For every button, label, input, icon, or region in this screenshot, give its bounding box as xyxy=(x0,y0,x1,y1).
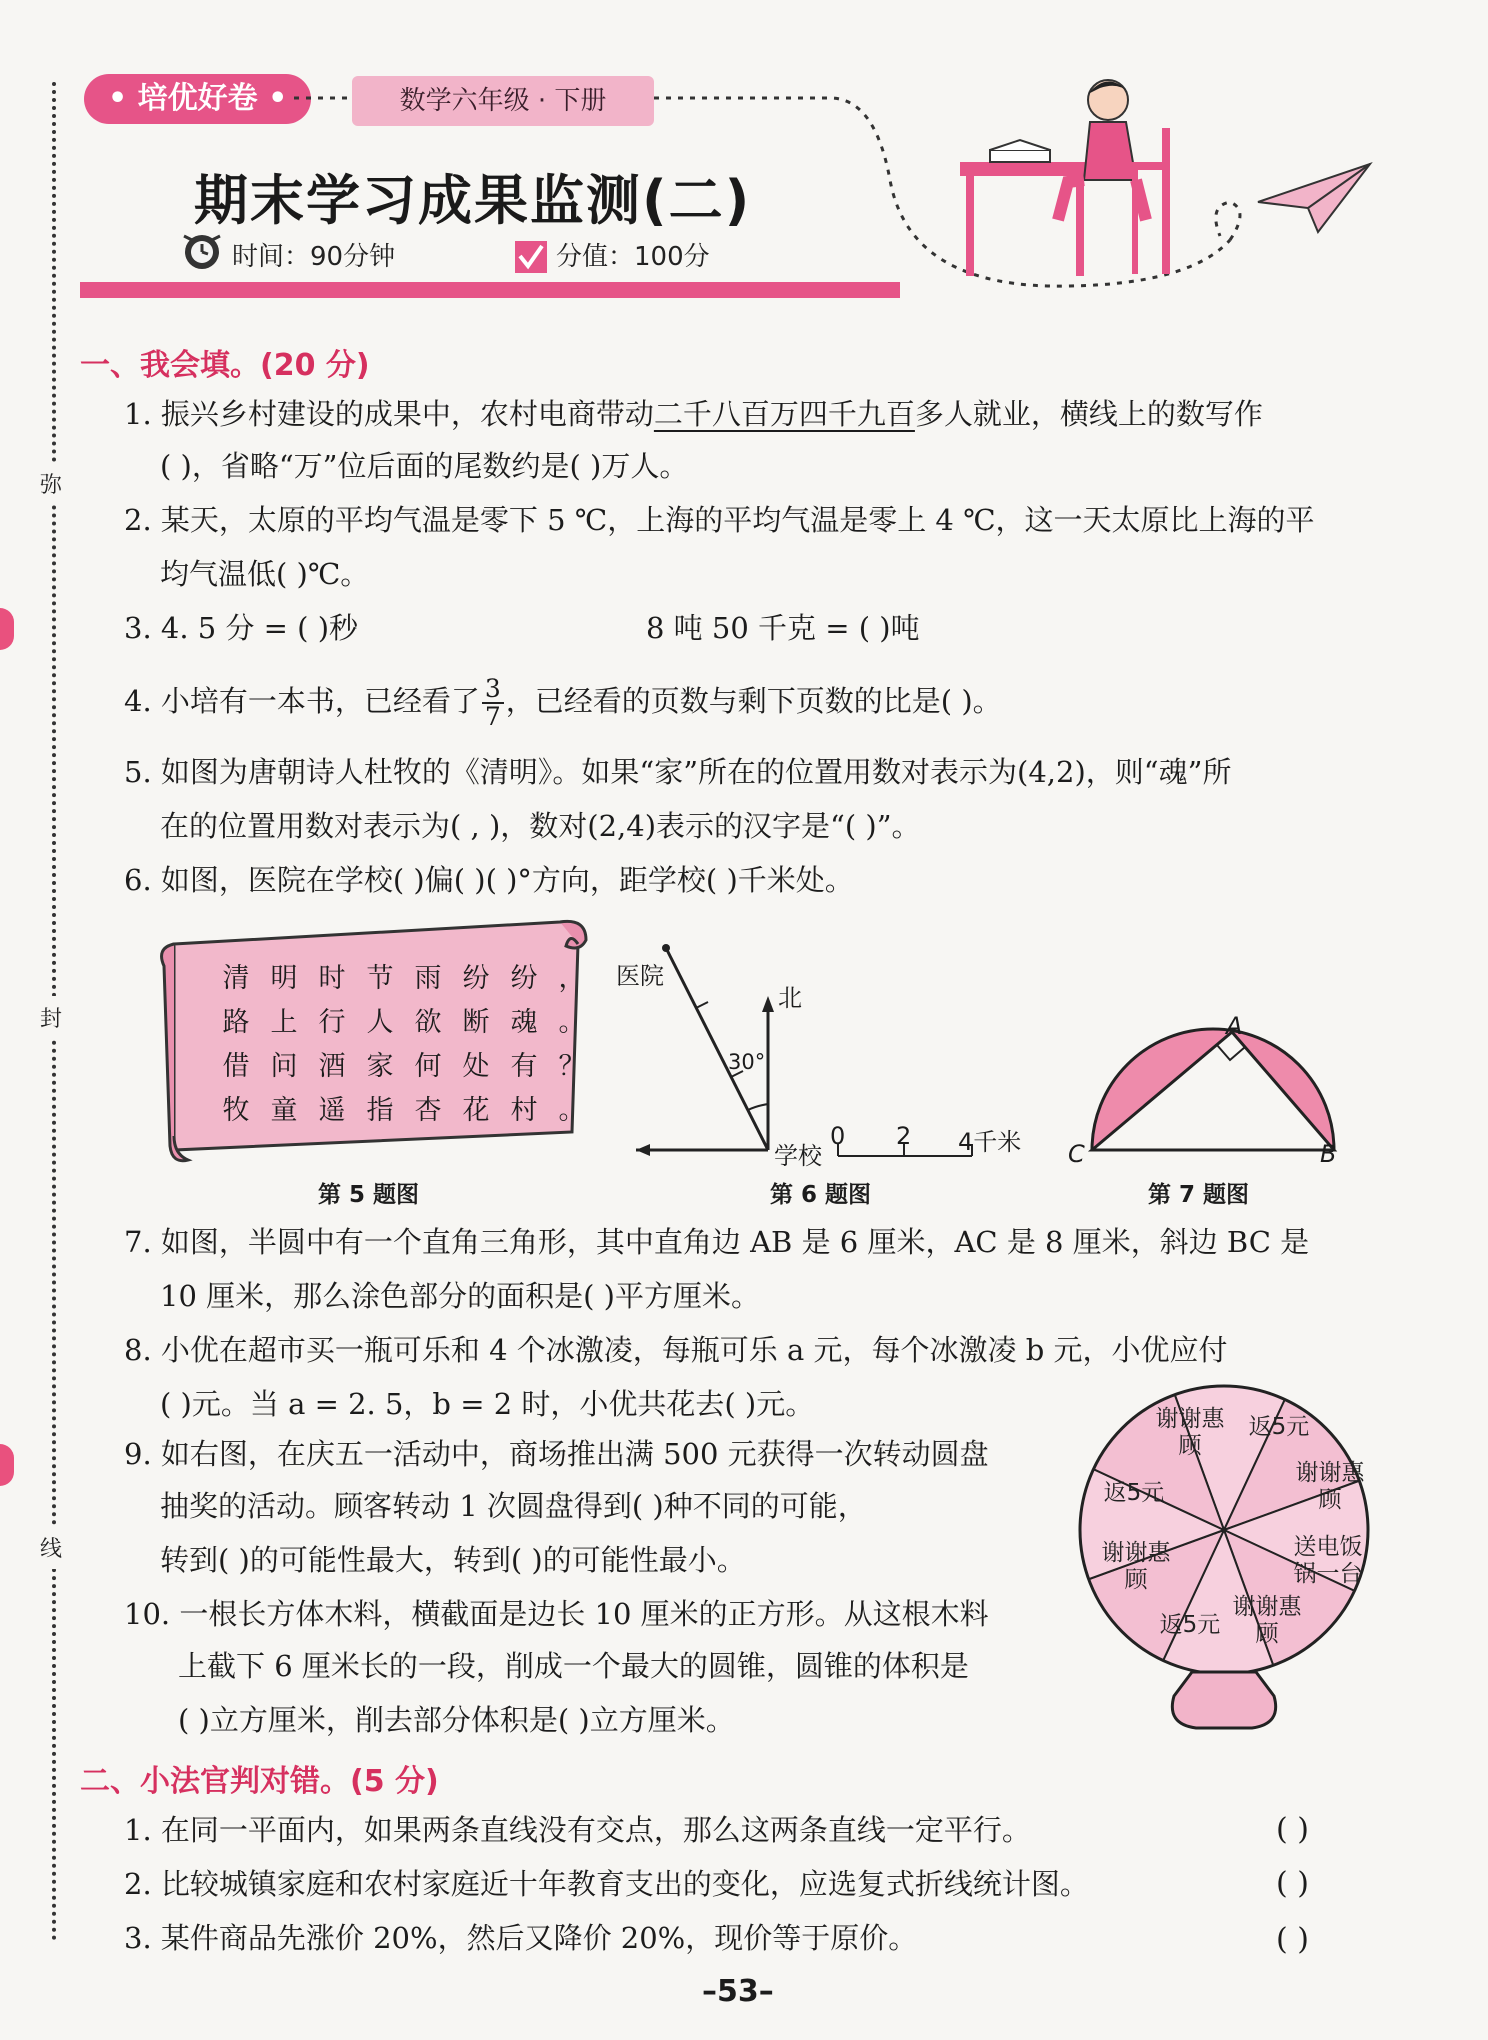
poem-char: 清 xyxy=(222,963,250,994)
fig6-angle-label: 30° xyxy=(728,1050,766,1074)
question-1-line-2: ( )，省略“万”位后面的尾数约是( )万人。 xyxy=(160,449,689,483)
header-underline-bar xyxy=(80,282,900,298)
question-4 xyxy=(124,676,1002,730)
judge-item-2: 2. 比较城镇家庭和农村家庭近十年教育支出的变化，应选复式折线统计图。 xyxy=(124,1867,1089,1901)
question-9-line-1: 9. 如右图，在庆五一活动中，商场推出满 500 元获得一次转动圆盘 xyxy=(124,1437,989,1471)
answer-blank-2[interactable]: ( ) xyxy=(1276,1866,1309,1901)
wheel-sector-label: 返5元 xyxy=(1248,1414,1310,1440)
poem-char: 节 xyxy=(366,963,394,994)
judge-item-3: 3. 某件商品先涨价 20%，然后又降价 20%，现价等于原价。 xyxy=(124,1921,918,1955)
wheel-sector-label: 谢谢惠顾 xyxy=(1155,1406,1225,1459)
wheel-sector-label: 返5元 xyxy=(1103,1480,1165,1506)
poem-char: 纷 xyxy=(510,963,538,994)
q1-text-pre: 1. 振兴乡村建设的成果中，农村电商带动 xyxy=(124,397,654,431)
question-10-line-2: 上截下 6 厘米长的一段，削成一个最大的圆锥，圆锥的体积是 xyxy=(178,1649,969,1683)
fig6-hospital-label: 医院 xyxy=(616,962,664,990)
poem-char: 。 xyxy=(558,1095,586,1126)
question-7-line-1: 7. 如图，半圆中有一个直角三角形，其中直角边 AB 是 6 厘米，AC 是 8 厘米，斜边 BC 是 xyxy=(124,1225,1310,1259)
poem-char: 村 xyxy=(510,1095,538,1126)
poem-char: 杏 xyxy=(414,1095,442,1126)
question-9-line-3: 转到( )的可能性最大，转到( )的可能性最小。 xyxy=(160,1543,746,1577)
binding-char-mi: 弥 xyxy=(36,462,66,505)
poem-char: 纷 xyxy=(462,963,490,994)
exam-time: 时间：90分钟 xyxy=(232,242,396,272)
question-6: 6. 如图，医院在学校( )偏( )( )°方向，距学校( )千米处。 xyxy=(124,863,854,897)
page-tab-marker xyxy=(0,608,14,650)
q1-underlined-number: 二千八百万四千九百 xyxy=(653,397,915,431)
fig7-point-c: C xyxy=(1068,1140,1085,1168)
poem-char: 。 xyxy=(558,1007,586,1038)
poem-char: 童 xyxy=(270,1095,298,1126)
series-badge: • 培优好卷 • xyxy=(84,74,311,124)
wheel-sector-label: 谢谢惠顾 xyxy=(1232,1594,1302,1647)
question-2-line-1: 2. 某天，太原的平均气温是零下 5 ℃，上海的平均气温是零上 4 ℃，这一天太原比上海的平 xyxy=(124,503,1315,537)
grade-label: 数学六年级 · 下册 xyxy=(352,76,654,126)
question-5-line-1: 5. 如图为唐朝诗人杜牧的《清明》。如果“家”所在的位置用数对表示为(4,2)，则“魂”所 xyxy=(124,755,1232,789)
poem-char: 雨 xyxy=(414,963,442,994)
fig5-caption: 第 5 题图 xyxy=(318,1182,420,1208)
poem-char: 上 xyxy=(270,1007,298,1038)
poem-row-1 xyxy=(212,956,596,995)
poem-char: 行 xyxy=(318,1007,346,1038)
poem-char: 断 xyxy=(462,1007,490,1038)
wheel-sector-label: 返5元 xyxy=(1159,1612,1221,1638)
poem-char: 明 xyxy=(270,963,298,994)
page-number: –53– xyxy=(702,1974,774,2009)
question-1-line-1 xyxy=(124,394,1263,434)
poem-char: 时 xyxy=(318,963,346,994)
exam-score: 分值：100分 xyxy=(556,242,710,272)
fig6-school-label: 学校 xyxy=(774,1142,822,1170)
poem-char: ？ xyxy=(558,1051,586,1082)
section-1-heading: 一、我会填。(20 分) xyxy=(80,348,370,383)
page-title: 期末学习成果监测(二) xyxy=(194,169,752,232)
poem-char: ， xyxy=(558,963,586,994)
fig7-point-a: A xyxy=(1226,1012,1243,1040)
q4-text-post: ，已经看的页数与剩下页数的比是( )。 xyxy=(505,684,1002,718)
fig6-caption: 第 6 题图 xyxy=(770,1182,872,1208)
question-2-line-2: 均气温低( )℃。 xyxy=(160,557,370,591)
poem-char: 酒 xyxy=(318,1051,346,1082)
wheel-sector-label: 谢谢惠顾 xyxy=(1101,1540,1171,1593)
poem-char: 有 xyxy=(510,1051,538,1082)
question-8-line-2: ( )元。当 a = 2. 5，b = 2 时，小优共花去( )元。 xyxy=(160,1387,815,1421)
poem-char: 欲 xyxy=(414,1007,442,1038)
wheel-sector-label: 送电饭锅一台 xyxy=(1293,1534,1363,1587)
fig6-scale-2: 2 xyxy=(896,1122,912,1150)
answer-blank-1[interactable]: ( ) xyxy=(1276,1812,1309,1847)
question-3-part-b: 8 吨 50 千克 = ( )吨 xyxy=(646,611,920,645)
question-10-line-3: ( )立方厘米，削去部分体积是( )立方厘米。 xyxy=(178,1703,735,1737)
checkmark-icon xyxy=(514,240,548,274)
fraction-numerator: 3 xyxy=(482,676,504,704)
fig7-caption: 第 7 题图 xyxy=(1148,1182,1250,1208)
paper-plane-icon xyxy=(1254,160,1374,240)
poem-char: 何 xyxy=(414,1051,442,1082)
question-3-part-a: 3. 4. 5 分 = ( )秒 xyxy=(124,611,359,645)
fig6-scale-0: 0 xyxy=(830,1122,846,1150)
poem-char: 家 xyxy=(366,1051,394,1082)
poem-char: 问 xyxy=(270,1051,298,1082)
question-8-line-1: 8. 小优在超市买一瓶可乐和 4 个冰激凌，每瓶可乐 a 元，每个冰激凌 b 元，小优应付 xyxy=(124,1333,1228,1367)
fig5-scroll xyxy=(160,916,590,1166)
page-tab-marker xyxy=(0,1444,14,1486)
poem-char: 借 xyxy=(222,1051,250,1082)
student-at-desk-illustration xyxy=(950,70,1180,280)
q4-text-pre: 4. 小培有一本书，已经看了 xyxy=(124,684,480,718)
fig7-semicircle-diagram xyxy=(1080,1010,1350,1170)
poem-char: 处 xyxy=(462,1051,490,1082)
answer-blank-3[interactable]: ( ) xyxy=(1276,1922,1309,1957)
poem-row-3 xyxy=(212,1044,596,1083)
wheel-sector-label: 谢谢惠顾 xyxy=(1295,1460,1365,1513)
poem-char: 花 xyxy=(462,1095,490,1126)
poem-char: 遥 xyxy=(318,1095,346,1126)
section-2-heading: 二、小法官判对错。(5 分) xyxy=(80,1764,439,1799)
q1-text-post: 多人就业，横线上的数写作 xyxy=(914,397,1263,431)
question-7-line-2: 10 厘米，那么涂色部分的面积是( )平方厘米。 xyxy=(160,1279,760,1313)
poem-row-4 xyxy=(212,1088,596,1127)
poem-char: 路 xyxy=(222,1007,250,1038)
question-10-line-1: 10. 一根长方体木料，横截面是边长 10 厘米的正方形。从这根木料 xyxy=(124,1597,989,1631)
poem-char: 指 xyxy=(366,1095,394,1126)
binding-char-xian: 线 xyxy=(36,1526,66,1569)
question-9-line-2: 抽奖的活动。顾客转动 1 次圆盘得到( )种不同的可能， xyxy=(160,1489,867,1523)
clock-icon xyxy=(178,230,230,274)
judge-item-1: 1. 在同一平面内，如果两条直线没有交点，那么这两条直线一定平行。 xyxy=(124,1813,1031,1847)
fig6-north-label: 北 xyxy=(778,984,802,1012)
question-5-line-2: 在的位置用数对表示为( , )，数对(2,4)表示的汉字是“( )”。 xyxy=(160,809,921,843)
binding-char-feng: 封 xyxy=(36,996,66,1039)
fig6-scale-4km: 4千米 xyxy=(958,1128,1022,1156)
fig7-point-b: B xyxy=(1320,1140,1337,1168)
fraction-three-sevenths xyxy=(482,676,504,730)
poem-char: 魂 xyxy=(510,1007,538,1038)
poem-char: 人 xyxy=(366,1007,394,1038)
poem-row-2 xyxy=(212,1000,596,1039)
poem-char: 牧 xyxy=(222,1095,250,1126)
fraction-denominator: 7 xyxy=(484,702,501,731)
